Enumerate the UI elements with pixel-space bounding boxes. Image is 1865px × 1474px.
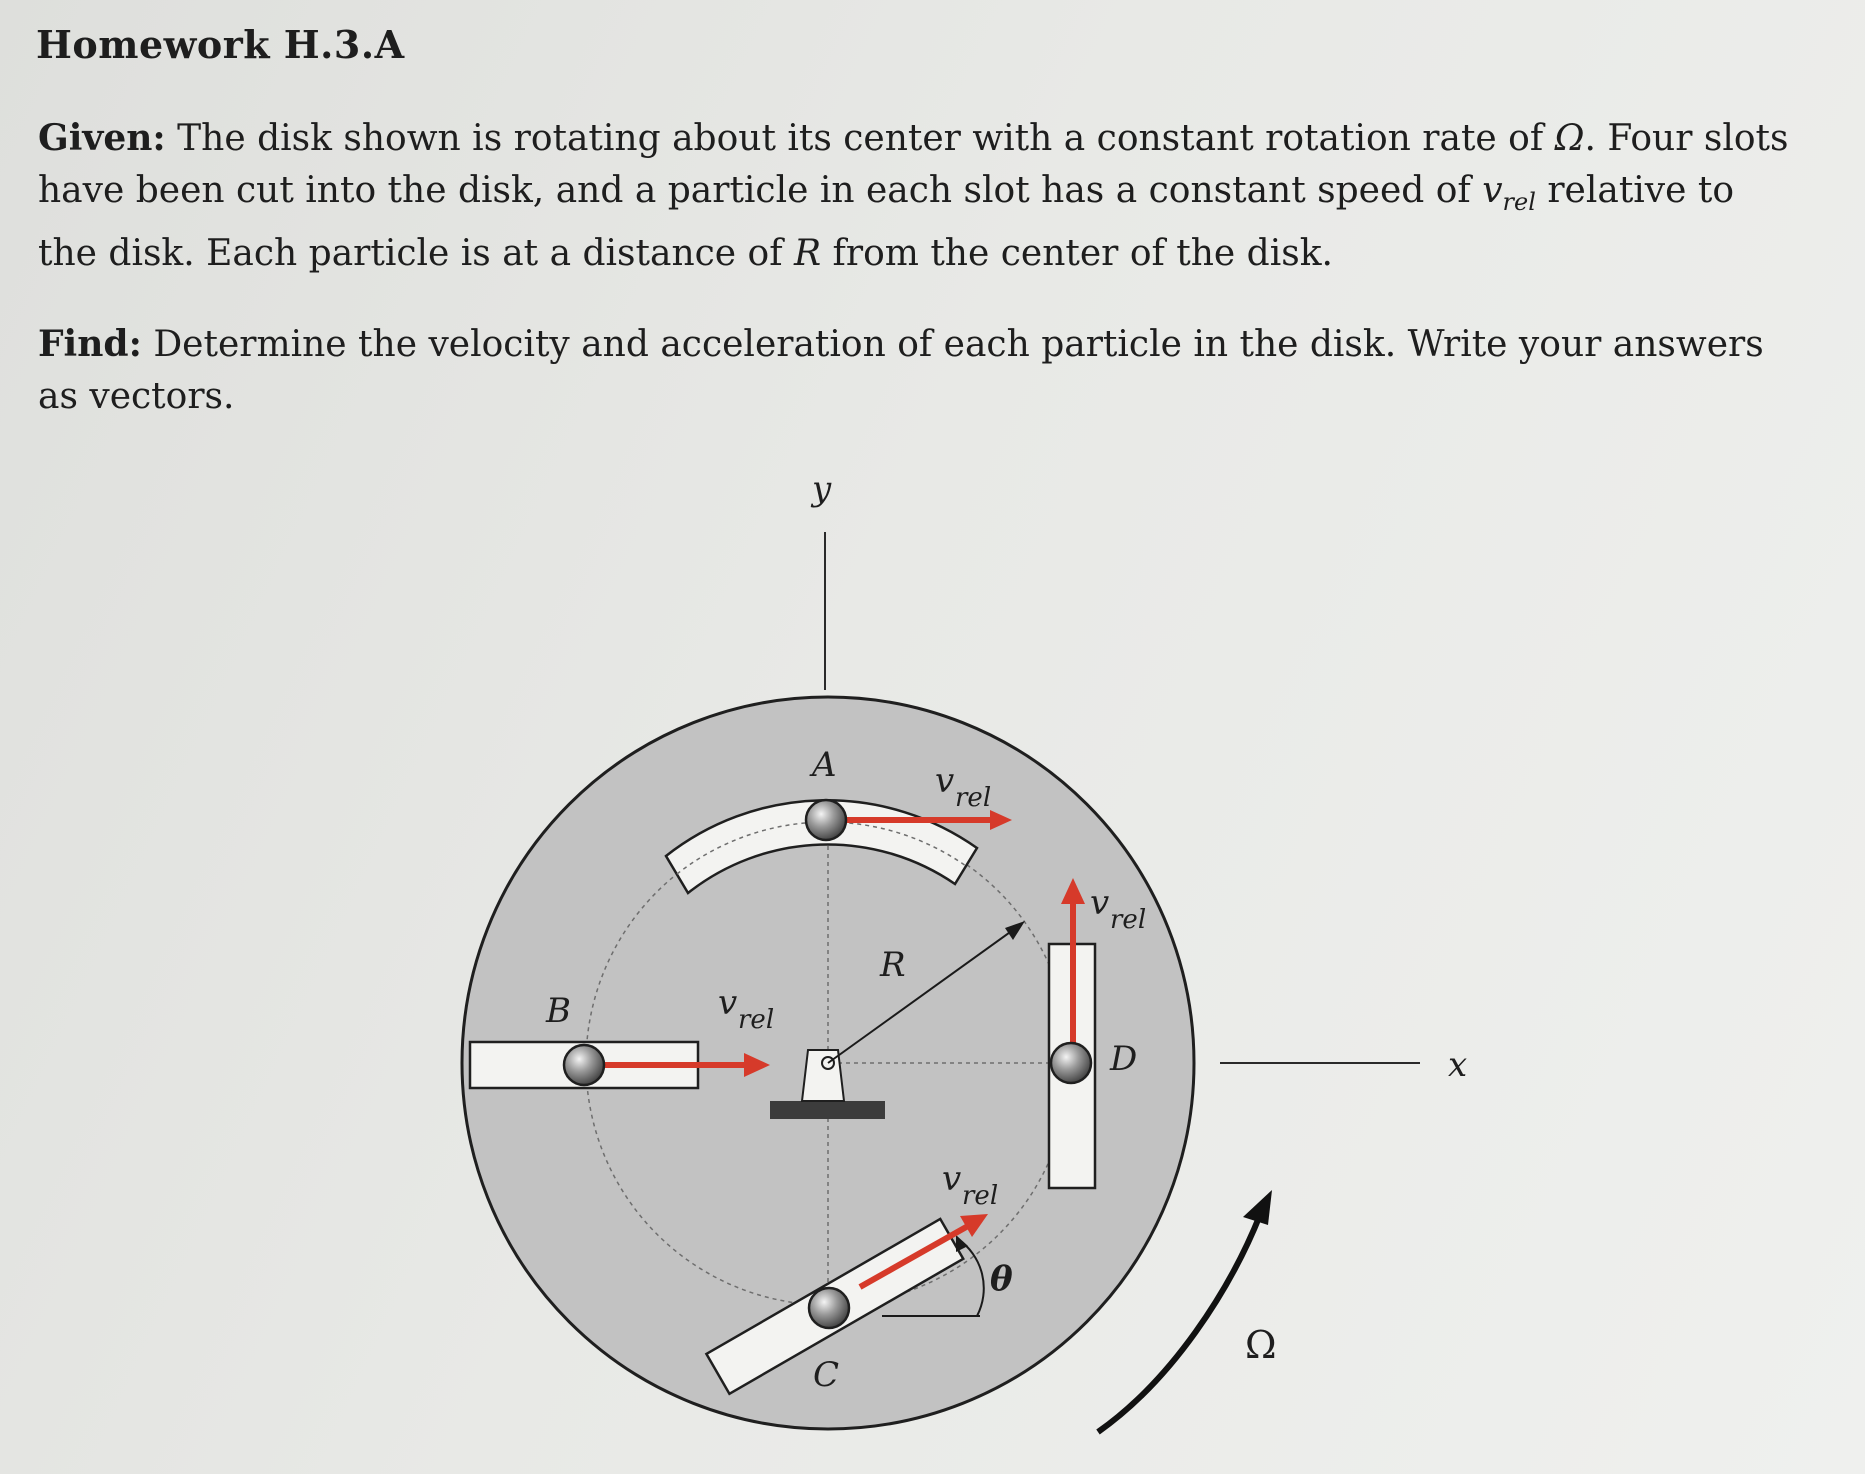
given-text-1: The disk shown is rotating about its center with a constant rotation rate of: [165, 118, 1555, 159]
given-text-4: from the center of the disk.: [821, 233, 1333, 274]
label-theta: θ: [990, 1259, 1013, 1299]
given-text-3: relative to the disk. Each particle is at a distance of: [38, 170, 1735, 274]
label-c: C: [813, 1355, 840, 1395]
label-r: R: [880, 945, 906, 985]
vrel-d-v: v: [1090, 883, 1110, 923]
vrel-d-sub: rel: [1110, 905, 1147, 935]
label-d: D: [1110, 1039, 1138, 1079]
vrel-a-sub: rel: [955, 783, 992, 813]
particle-b: [564, 1045, 604, 1085]
pivot-base: [770, 1101, 885, 1119]
page-title: Homework H.3.A: [36, 22, 405, 67]
pivot-support: [802, 1050, 844, 1101]
omega-rotation-arrowhead: [1243, 1190, 1272, 1225]
vrel-c-sub: rel: [962, 1181, 999, 1211]
vrel-c-v: v: [942, 1159, 962, 1199]
given-r-symbol: R: [794, 233, 822, 274]
vrel-b-sub: rel: [738, 1005, 775, 1035]
given-v-symbol: v: [1482, 170, 1503, 211]
particle-a: [806, 800, 846, 840]
find-label: Find:: [38, 323, 142, 365]
label-a: A: [812, 745, 837, 785]
given-label: Given:: [38, 117, 166, 159]
find-text: Determine the velocity and acceleration of each particle in the disk. Write your answers as vectors.: [38, 324, 1764, 417]
particle-d: [1051, 1043, 1091, 1083]
given-v-subscript: rel: [1502, 188, 1536, 216]
axis-y-label: y: [812, 469, 832, 509]
given-text-2: . Four slots have been cut into the disk, and a particle in each slot has a constant speed of: [38, 118, 1789, 211]
axis-x-label: x: [1448, 1045, 1468, 1085]
label-b: B: [546, 991, 571, 1031]
vrel-a-v: v: [935, 761, 955, 801]
label-omega: Ω: [1245, 1323, 1277, 1367]
vrel-b-v: v: [718, 983, 738, 1023]
particle-c: [809, 1288, 849, 1328]
given-omega-symbol: Ω: [1554, 118, 1585, 159]
